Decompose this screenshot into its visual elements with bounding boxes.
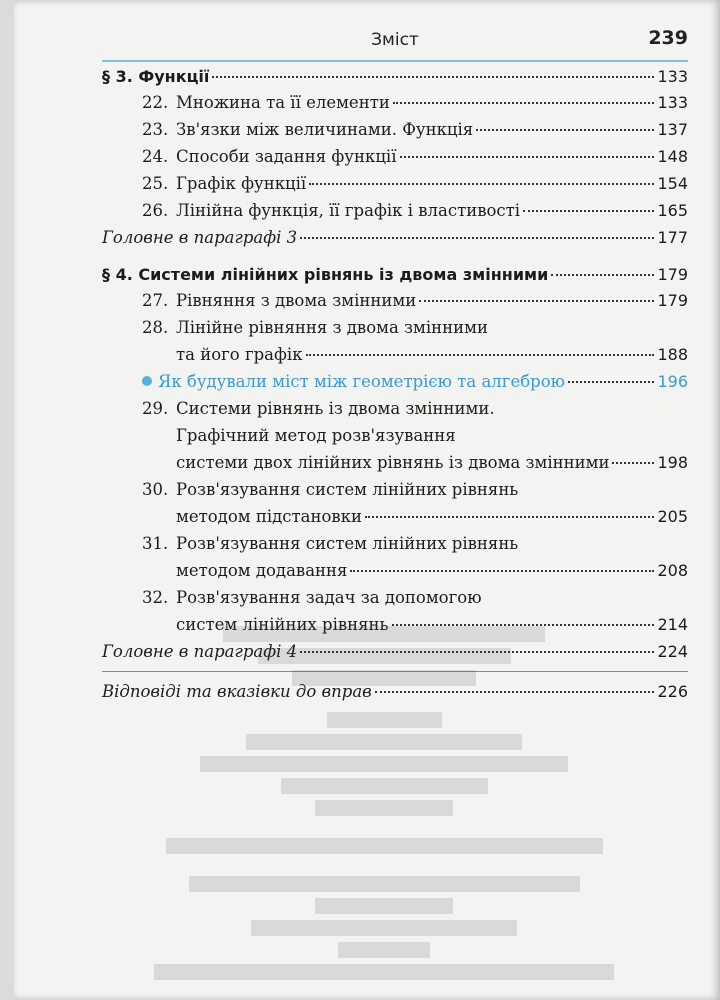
page-number: 154 [657,174,688,193]
item-title: Лінійне рівняння з двома змінними [176,318,488,337]
toc-item[interactable] [102,503,688,530]
item-title: Зв'язки між величинами. Функція [176,120,474,139]
page-number: 165 [657,201,688,220]
toc-item[interactable] [102,287,688,314]
toc-item[interactable] [102,422,688,449]
page-number: 179 [657,291,688,310]
dot-leader [612,462,654,464]
item-title: Системи рівнянь із двома змінними. [176,399,495,418]
section-title: § 4. Системи лінійних рівнянь із двома змінними [102,265,549,284]
item-number: 22. [142,93,169,112]
special-topic-title: Як будували міст між геометрією та алгеброю [158,372,565,391]
toc-item[interactable] [102,170,688,197]
page-number: 133 [657,93,688,112]
answers-title: Відповіді та вказівки до вправ [102,682,372,701]
item-title: Лінійна функція, її графік і властивості [176,201,521,220]
page-header [102,22,688,62]
item-number: 32. [142,588,169,607]
page-number: 205 [657,507,688,526]
page-number: 224 [657,642,688,661]
toc-item[interactable] [102,116,688,143]
header-title: Зміст [371,30,419,50]
toc-item[interactable] [102,584,688,611]
dot-leader [309,183,654,185]
special-topic[interactable] [102,368,688,395]
toc-item[interactable] [102,476,688,503]
header-rule [102,60,688,62]
page-number: 198 [657,453,688,472]
dot-leader [300,237,654,239]
table-of-contents [102,65,688,705]
dot-leader [476,129,654,131]
page-number: 214 [657,615,688,634]
item-title: методом підстановки [176,507,363,526]
dot-leader [419,300,654,302]
toc-item[interactable] [102,530,688,557]
dot-leader [568,381,654,383]
item-number: 31. [142,534,169,553]
page-number: 177 [657,228,688,247]
page-number: 196 [657,372,688,391]
item-title: систем лінійних рівнянь [176,615,389,634]
toc-item[interactable] [102,395,688,422]
item-title: Розв'язування задач за допомогою [176,588,482,607]
toc-item[interactable] [102,341,688,368]
item-number: 27. [142,291,169,310]
dot-leader [350,570,654,572]
bullet-icon [142,376,152,386]
item-number: 30. [142,480,169,499]
section-title: § 3. Функції [102,67,210,86]
toc-item[interactable] [102,89,688,116]
page-number: 137 [657,120,688,139]
item-title: Розв'язування систем лінійних рівнянь [176,534,519,553]
page-number: 226 [657,682,688,701]
item-number: 25. [142,174,169,193]
dot-leader [393,102,655,104]
header-page-number: 239 [648,27,688,49]
page-number: 188 [657,345,688,364]
show-through-text [154,620,614,986]
item-title: методом додавання [176,561,348,580]
item-title: Розв'язування систем лінійних рівнянь [176,480,519,499]
dot-leader [365,516,654,518]
item-number: 26. [142,201,169,220]
item-title: Графік функції [176,174,307,193]
spacer [102,251,688,263]
item-number: 23. [142,120,169,139]
dot-leader [212,76,654,78]
item-title: Рівняння з двома змінними [176,291,417,310]
toc-item[interactable] [102,449,688,476]
item-number: 24. [142,147,169,166]
summary-title: Головне в параграфі 4 [102,642,298,661]
item-title: та його графік [176,345,303,364]
page-number: 148 [657,147,688,166]
toc-item[interactable] [102,314,688,341]
page-number: 208 [657,561,688,580]
item-title: Графічний метод розв'язування [176,426,456,445]
summary-title: Головне в параграфі 3 [102,228,298,247]
item-number: 29. [142,399,169,418]
section-heading[interactable] [102,263,688,287]
page-number: 133 [657,67,688,86]
dot-leader [400,156,655,158]
page-number: 179 [657,265,688,284]
toc-item[interactable] [102,143,688,170]
summary-item[interactable] [102,224,688,251]
toc-item[interactable] [102,557,688,584]
book-page [14,0,720,1000]
dot-leader [523,210,654,212]
toc-item[interactable] [102,197,688,224]
item-title: Способи задання функції [176,147,397,166]
dot-leader [551,274,654,276]
item-title: Множина та її елементи [176,93,390,112]
section-heading[interactable] [102,65,688,89]
dot-leader [306,354,655,356]
item-title: системи двох лінійних рівнянь із двома змінними [176,453,610,472]
item-number: 28. [142,318,169,337]
